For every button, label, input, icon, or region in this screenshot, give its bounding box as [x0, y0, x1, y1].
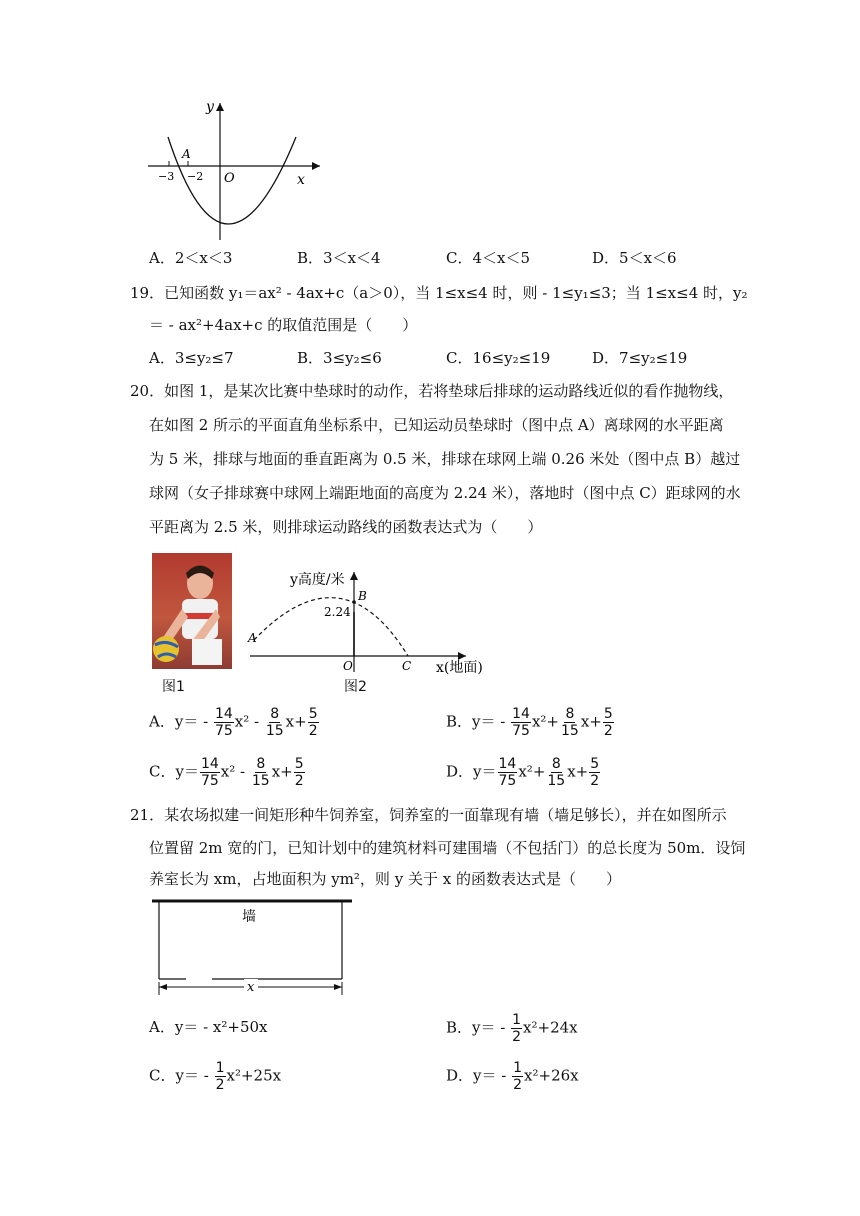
q21-option-b-label: B．: [446, 1018, 473, 1037]
q20-option-c-label: C．: [149, 762, 176, 781]
fig2-x-label: x(地面): [436, 660, 483, 676]
q20-option-a-pre: y＝ ‑: [174, 712, 213, 731]
q21-line-1: [130, 805, 727, 825]
q20-option-a[interactable]: [149, 706, 320, 739]
q18-option-b[interactable]: B．3＜x＜4: [297, 249, 381, 267]
q21-option-d-pre: y＝ ‑: [473, 1066, 512, 1085]
q18-tick-neg2: −2: [187, 170, 204, 183]
q21-option-c-pre: y＝ ‑: [175, 1066, 214, 1085]
q21-option-b[interactable]: [446, 1012, 578, 1045]
q20-option-c-frac1: $\frac{14}{75}$: [200, 756, 219, 789]
q18-option-a[interactable]: A．2＜x＜3: [149, 249, 233, 267]
q20-option-c-mid1: x² ‑: [220, 762, 250, 781]
q20-option-c-frac2: $\frac{8}{15}$: [251, 756, 270, 789]
q20-option-a-mid2: x+: [285, 712, 307, 731]
q19-line-1: [130, 283, 748, 303]
q18-option-d[interactable]: D．5＜x＜6: [592, 249, 677, 267]
q21-option-d-post: x²+26x: [524, 1066, 579, 1085]
fig1-caption: 图1: [162, 679, 185, 695]
q20-line-4: 球网（女子排球赛中球网上端距地面的高度为 2.24 米），落地时（图中点 C）距球网的水: [149, 484, 741, 502]
volleyball-player-photo: [152, 553, 232, 669]
q21-option-d-frac: $\frac{1}{2}$: [513, 1060, 523, 1093]
q20-number: 20．: [130, 382, 165, 400]
fig2-point-a: A: [248, 631, 257, 645]
q20-option-d-frac3: $\frac{5}{2}$: [590, 756, 600, 789]
q20-option-b-frac2: $\frac{8}{15}$: [561, 706, 579, 739]
q21-option-b-pre: y＝ ‑: [472, 1018, 511, 1037]
q21-room-figure: [150, 895, 360, 1001]
q20-option-b-label: B．: [446, 712, 473, 731]
q20-option-c[interactable]: [149, 756, 306, 789]
q21-option-d[interactable]: [446, 1060, 579, 1093]
fig2-point-c: C: [402, 659, 412, 673]
q21-option-c-label: C．: [149, 1066, 176, 1085]
q20-option-a-mid1: x² ‑: [234, 712, 264, 731]
q20-option-b-mid1: x²+: [531, 712, 559, 731]
q20-text-1: 如图 1，是某次比赛中垫球时的动作，若将垫球后排球的运动路线近似的看作抛物线，: [164, 382, 734, 400]
q21-option-d-label: D．: [446, 1066, 474, 1085]
q20-option-d-label: D．: [446, 762, 474, 781]
q20-option-a-label: A．: [149, 712, 175, 731]
q21-text-1: 某农场拟建一间矩形种牛饲养室，饲养室的一面靠现有墙（墙足够长），并在如图所示: [164, 806, 727, 824]
q20-option-d-mid2: x+: [567, 762, 589, 781]
q20-option-b-frac3: $\frac{5}{2}$: [603, 706, 613, 739]
q21-wall-label: 墙: [242, 909, 256, 925]
q21-number: 21．: [130, 806, 165, 824]
q21-option-c[interactable]: [149, 1060, 281, 1093]
q20-option-a-frac3: $\frac{5}{2}$: [308, 706, 318, 739]
q20-option-d-mid1: x²+: [518, 762, 546, 781]
q20-line-1: [130, 381, 733, 401]
q18-tick-neg3: −3: [158, 170, 175, 183]
q21-line-3: 养室长为 xm，占地面积为 ym²，则 y 关于 x 的函数表达式是（ ）: [149, 870, 621, 888]
q20-option-b-mid2: x+: [580, 712, 602, 731]
q21-option-b-post: x²+24x: [523, 1018, 578, 1037]
q21-x-label: x: [247, 980, 255, 995]
q21-option-a-text: y＝ ‑ x²+50x: [174, 1018, 268, 1036]
q18-x-label: x: [297, 172, 305, 188]
q21-option-c-frac: $\frac{1}{2}$: [215, 1060, 225, 1093]
q18-origin-label: O: [224, 171, 235, 186]
fig2-caption: 图2: [344, 679, 367, 695]
q20-option-c-mid2: x+: [271, 762, 293, 781]
q20-option-a-frac1: $\frac{14}{75}$: [214, 706, 233, 739]
q20-line-2: 在如图 2 所示的平面直角坐标系中，已知运动员垫球时（图中点 A）离球网的水平距离: [149, 416, 724, 434]
q20-option-c-pre: y＝: [175, 762, 199, 781]
q19-option-d[interactable]: D．7≤y₂≤19: [592, 349, 688, 367]
fig2-origin: O: [343, 659, 353, 673]
q21-option-a-label: A．: [149, 1018, 175, 1036]
q19-number: 19．: [130, 284, 165, 302]
q20-line-3: 为 5 米，排球与地面的垂直距离为 0.5 米，排球在球网上端 0.26 米处（图中点 B）越过: [149, 450, 741, 468]
fig2-point-b: B: [358, 589, 367, 603]
q20-option-d-frac2: $\frac{8}{15}$: [547, 756, 566, 789]
q21-line-2: 位置留 2m 宽的门，已知计划中的建筑材料可建围墙（不包括门）的总长度为 50m．设饲: [149, 839, 746, 857]
q19-line-2: ＝ ‑ ax²+4ax+c 的取值范围是（ ）: [149, 316, 418, 334]
q20-option-b-frac1: $\frac{14}{75}$: [512, 706, 530, 739]
q21-option-a[interactable]: [149, 1017, 268, 1037]
q20-option-d[interactable]: [446, 756, 601, 789]
q18-option-c[interactable]: C．4＜x＜5: [446, 249, 531, 267]
q18-parabola-figure: [140, 95, 330, 245]
q21-option-b-frac: $\frac{1}{2}$: [512, 1012, 522, 1045]
q20-option-c-frac3: $\frac{5}{2}$: [294, 756, 304, 789]
q20-option-b[interactable]: [446, 706, 615, 739]
q19-option-a[interactable]: A．3≤y₂≤7: [149, 349, 234, 367]
q18-y-label: y: [206, 99, 214, 115]
q18-point-a-label: A: [182, 147, 191, 161]
q20-option-a-frac2: $\frac{8}{15}$: [265, 706, 284, 739]
q19-option-b[interactable]: B．3≤y₂≤6: [297, 349, 382, 367]
q20-option-b-pre: y＝ ‑: [472, 712, 511, 731]
q20-option-d-pre: y＝: [473, 762, 497, 781]
q20-option-d-frac1: $\frac{14}{75}$: [498, 756, 517, 789]
q19-text-1: 已知函数 y₁＝ax² ‑ 4ax+c（a＞0），当 1≤x≤4 时，则 ‑ 1≤y₁≤3；当 1≤x≤4 时，y₂: [164, 284, 748, 302]
fig2-tick-224: 2.24: [324, 605, 351, 619]
q21-option-c-post: x²+25x: [226, 1066, 282, 1085]
q20-trajectory-figure: [244, 562, 504, 680]
q19-option-c[interactable]: C．16≤y₂≤19: [446, 349, 551, 367]
fig2-y-label: y高度/米: [290, 572, 345, 588]
q20-line-5: 平距离为 2.5 米，则排球运动路线的函数表达式为（ ）: [149, 518, 543, 536]
